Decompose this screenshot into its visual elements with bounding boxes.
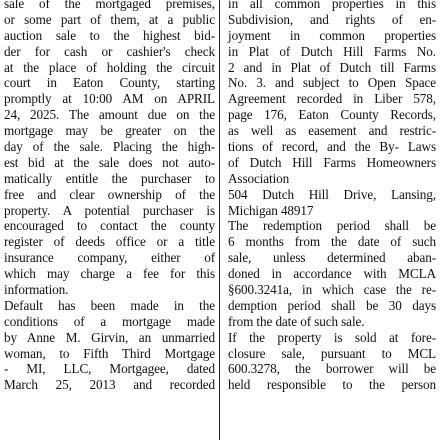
right-column-line: from the date of such sale. xyxy=(228,313,365,329)
right-column-line: The redemption period shall be xyxy=(228,218,436,234)
right-column-line: closure sale, pursuant to MCL xyxy=(228,345,436,361)
left-column-line: day of the sale. Placing the high- xyxy=(4,139,215,155)
right-column-line: of Dutch Hill Farms Homeowners xyxy=(228,154,436,170)
left-column xyxy=(4,0,215,393)
left-column-line: der for cash or cashier's check xyxy=(4,43,215,59)
right-column-line: If the property is sold at fore- xyxy=(228,329,436,345)
left-column-line: auction sale to the highest bid- xyxy=(4,27,215,43)
right-column-line: demption period shall be 30 days xyxy=(228,297,436,313)
right-column-line: 600.3278, the borrower will be xyxy=(228,361,436,377)
left-column-line: est bid at the sale does not auto- xyxy=(4,154,215,170)
column-divider xyxy=(219,0,220,440)
right-column-line: doned in accordance with MCLA xyxy=(228,266,436,282)
left-column-line: - MI, LLC, Mortgagee, dated xyxy=(4,361,215,377)
right-column-line: in all common properties in this xyxy=(228,0,436,11)
right-column-line: page 176, Eaton County Records, xyxy=(228,107,436,123)
left-column-line: sale of the mortgaged premises, xyxy=(4,0,215,11)
left-column-line: register of deeds office or a title xyxy=(4,234,215,250)
left-column-line: by Anne M. Girvin, an unmarried xyxy=(4,329,215,345)
left-column-line: 24, 2025. The amount due on the xyxy=(4,107,215,123)
left-column-line: matically entitle the purchaser to xyxy=(4,170,215,186)
right-column-line: held responsible to the person xyxy=(228,377,436,393)
left-column-line: promptly at 10:00 AM on APRIL xyxy=(4,91,215,107)
left-column-line: court in Eaton County, starting xyxy=(4,75,215,91)
left-column-line: March 25, 2013 and recorded xyxy=(4,377,215,393)
right-column-line: Association xyxy=(228,170,290,186)
right-column-line: Subdivision, and rights of en- xyxy=(228,11,436,27)
left-column-line: property. A potential purchaser is xyxy=(4,202,215,218)
right-column-line: 6 months from the date of such xyxy=(228,234,436,250)
left-column-line: Default has been made in the xyxy=(4,297,215,313)
left-column-line: mortgage may be greater on the xyxy=(4,123,215,139)
right-column-line: §600.3241a, in which case the re- xyxy=(228,282,436,298)
right-column-line: Agreement recorded in Liber 578, xyxy=(228,91,436,107)
right-column xyxy=(228,0,436,393)
left-column-line: conditions of a mortgage made xyxy=(4,313,215,329)
right-column-line: sale, unless determined aban- xyxy=(228,250,436,266)
right-column-line: No. 3. and subject to Open Space xyxy=(228,75,436,91)
right-column-line: as well as easement and restric- xyxy=(228,123,436,139)
right-column-line: tions of record, and the By- Laws xyxy=(228,139,436,155)
right-column-line: Michigan 48917 xyxy=(228,202,314,218)
right-column-line: joyment in common properties xyxy=(228,27,436,43)
left-column-line: at the place of holding the circuit xyxy=(4,59,215,75)
left-column-line: which may charge a fee for this xyxy=(4,266,215,282)
left-column-line: insurance company, either of xyxy=(4,250,215,266)
left-column-line: information. xyxy=(4,282,69,298)
left-column-line: encouraged to contact the county xyxy=(4,218,215,234)
right-column-line: in Plat of Dutch Hill Farms No. xyxy=(228,43,436,59)
left-column-line: woman, to Fifth Third Mortgage xyxy=(4,345,215,361)
right-column-line: 2 and in Plat of Dutch till Farms xyxy=(228,59,436,75)
left-column-line: or some part of them, at a public xyxy=(4,11,215,27)
left-column-line: free and clear ownership of the xyxy=(4,186,215,202)
right-column-line: 504 Dutch Hill Drive, Lansing, xyxy=(228,186,436,202)
